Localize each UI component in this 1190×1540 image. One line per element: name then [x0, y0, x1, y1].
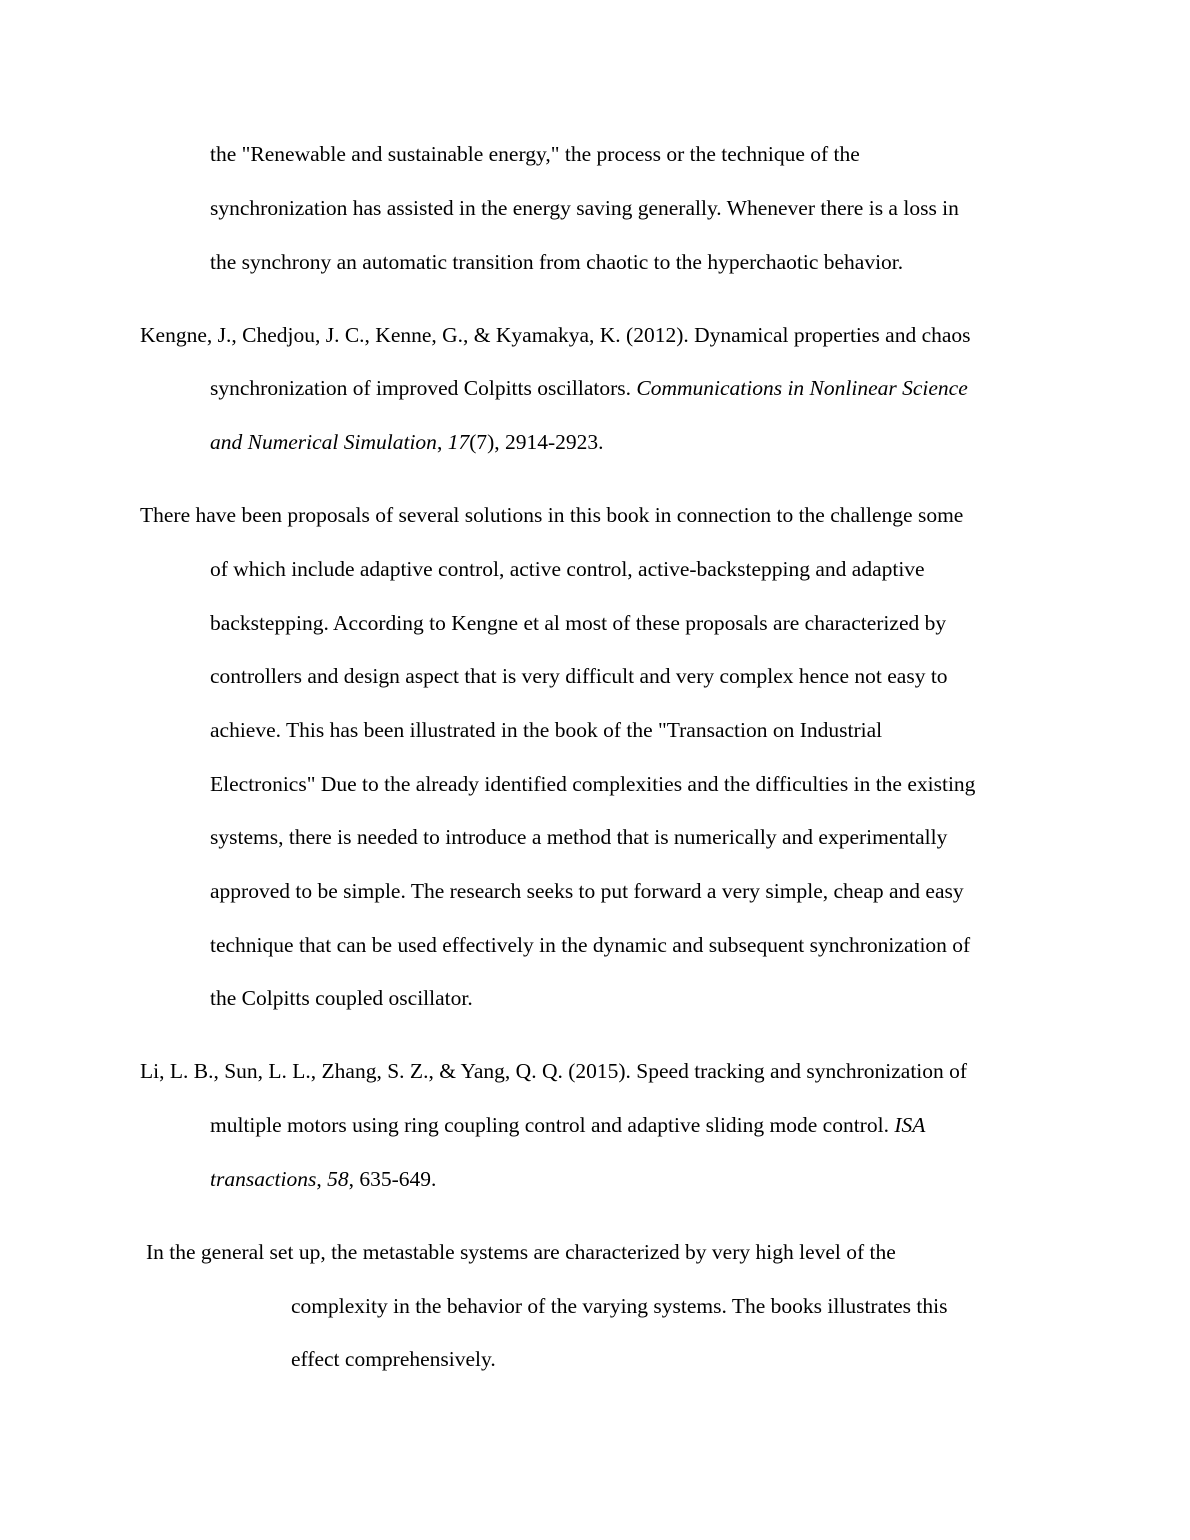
reference-text: multiple motors using ring coupling control and adaptive sliding mode control. [210, 1113, 895, 1137]
journal-title: ISA [894, 1113, 926, 1137]
separator: , [436, 430, 448, 454]
reference-line [210, 1115, 925, 1137]
text-line: the Colpitts coupled oscillator. [210, 986, 473, 1010]
reference-line: Li, L. B., Sun, L. L., Zhang, S. Z., & Yang, Q. Q. (2015). Speed tracking and synchronization of [140, 1059, 968, 1083]
separator: , [316, 1167, 328, 1191]
text-line: effect comprehensively. [291, 1347, 496, 1371]
text-line: the "Renewable and sustainable energy," the process or the technique of the [210, 142, 860, 166]
reference-line [210, 1169, 436, 1191]
journal-title: and Numerical Simulation [210, 430, 437, 454]
text-line: systems, there is needed to introduce a method that is numerically and experimentally [210, 825, 948, 849]
text-line: synchronization has assisted in the energy saving generally. Whenever there is a loss in [210, 196, 959, 220]
journal-volume: 17 [447, 430, 470, 454]
text-line: In the general set up, the metastable systems are characterized by very high level of the [146, 1240, 896, 1264]
text-line: the synchrony an automatic transition from chaotic to the hyperchaotic behavior. [210, 250, 904, 274]
reference-line: Kengne, J., Chedjou, J. C., Kenne, G., & Kyamakya, K. (2012). Dynamical properties and chaos [140, 323, 971, 347]
text-line: backstepping. According to Kengne et al most of these proposals are characterized by [210, 611, 947, 635]
reference-text: synchronization of improved Colpitts oscillators. [210, 376, 637, 400]
text-line: approved to be simple. The research seeks to put forward a very simple, cheap and easy [210, 879, 964, 903]
text-line: technique that can be used effectively in the dynamic and subsequent synchronization of [210, 933, 971, 957]
issue-pages: (7), 2914-2923. [469, 430, 604, 454]
journal-title: Communications in Nonlinear Science [636, 376, 968, 400]
journal-title: transactions [210, 1167, 317, 1191]
pages: , 635-649. [348, 1167, 437, 1191]
text-line: complexity in the behavior of the varying systems. The books illustrates this [291, 1294, 948, 1318]
reference-line [210, 432, 604, 454]
text-line: There have been proposals of several solutions in this book in connection to the challenge some [140, 503, 964, 527]
text-line: achieve. This has been illustrated in the book of the "Transaction on Industrial [210, 718, 883, 742]
text-line: of which include adaptive control, active control, active-backstepping and adaptive [210, 557, 925, 581]
text-line: controllers and design aspect that is very difficult and very complex hence not easy to [210, 664, 948, 688]
journal-volume: 58 [327, 1167, 349, 1191]
text-line: Electronics" Due to the already identified complexities and the difficulties in the existing [210, 772, 976, 796]
reference-line [210, 378, 968, 400]
